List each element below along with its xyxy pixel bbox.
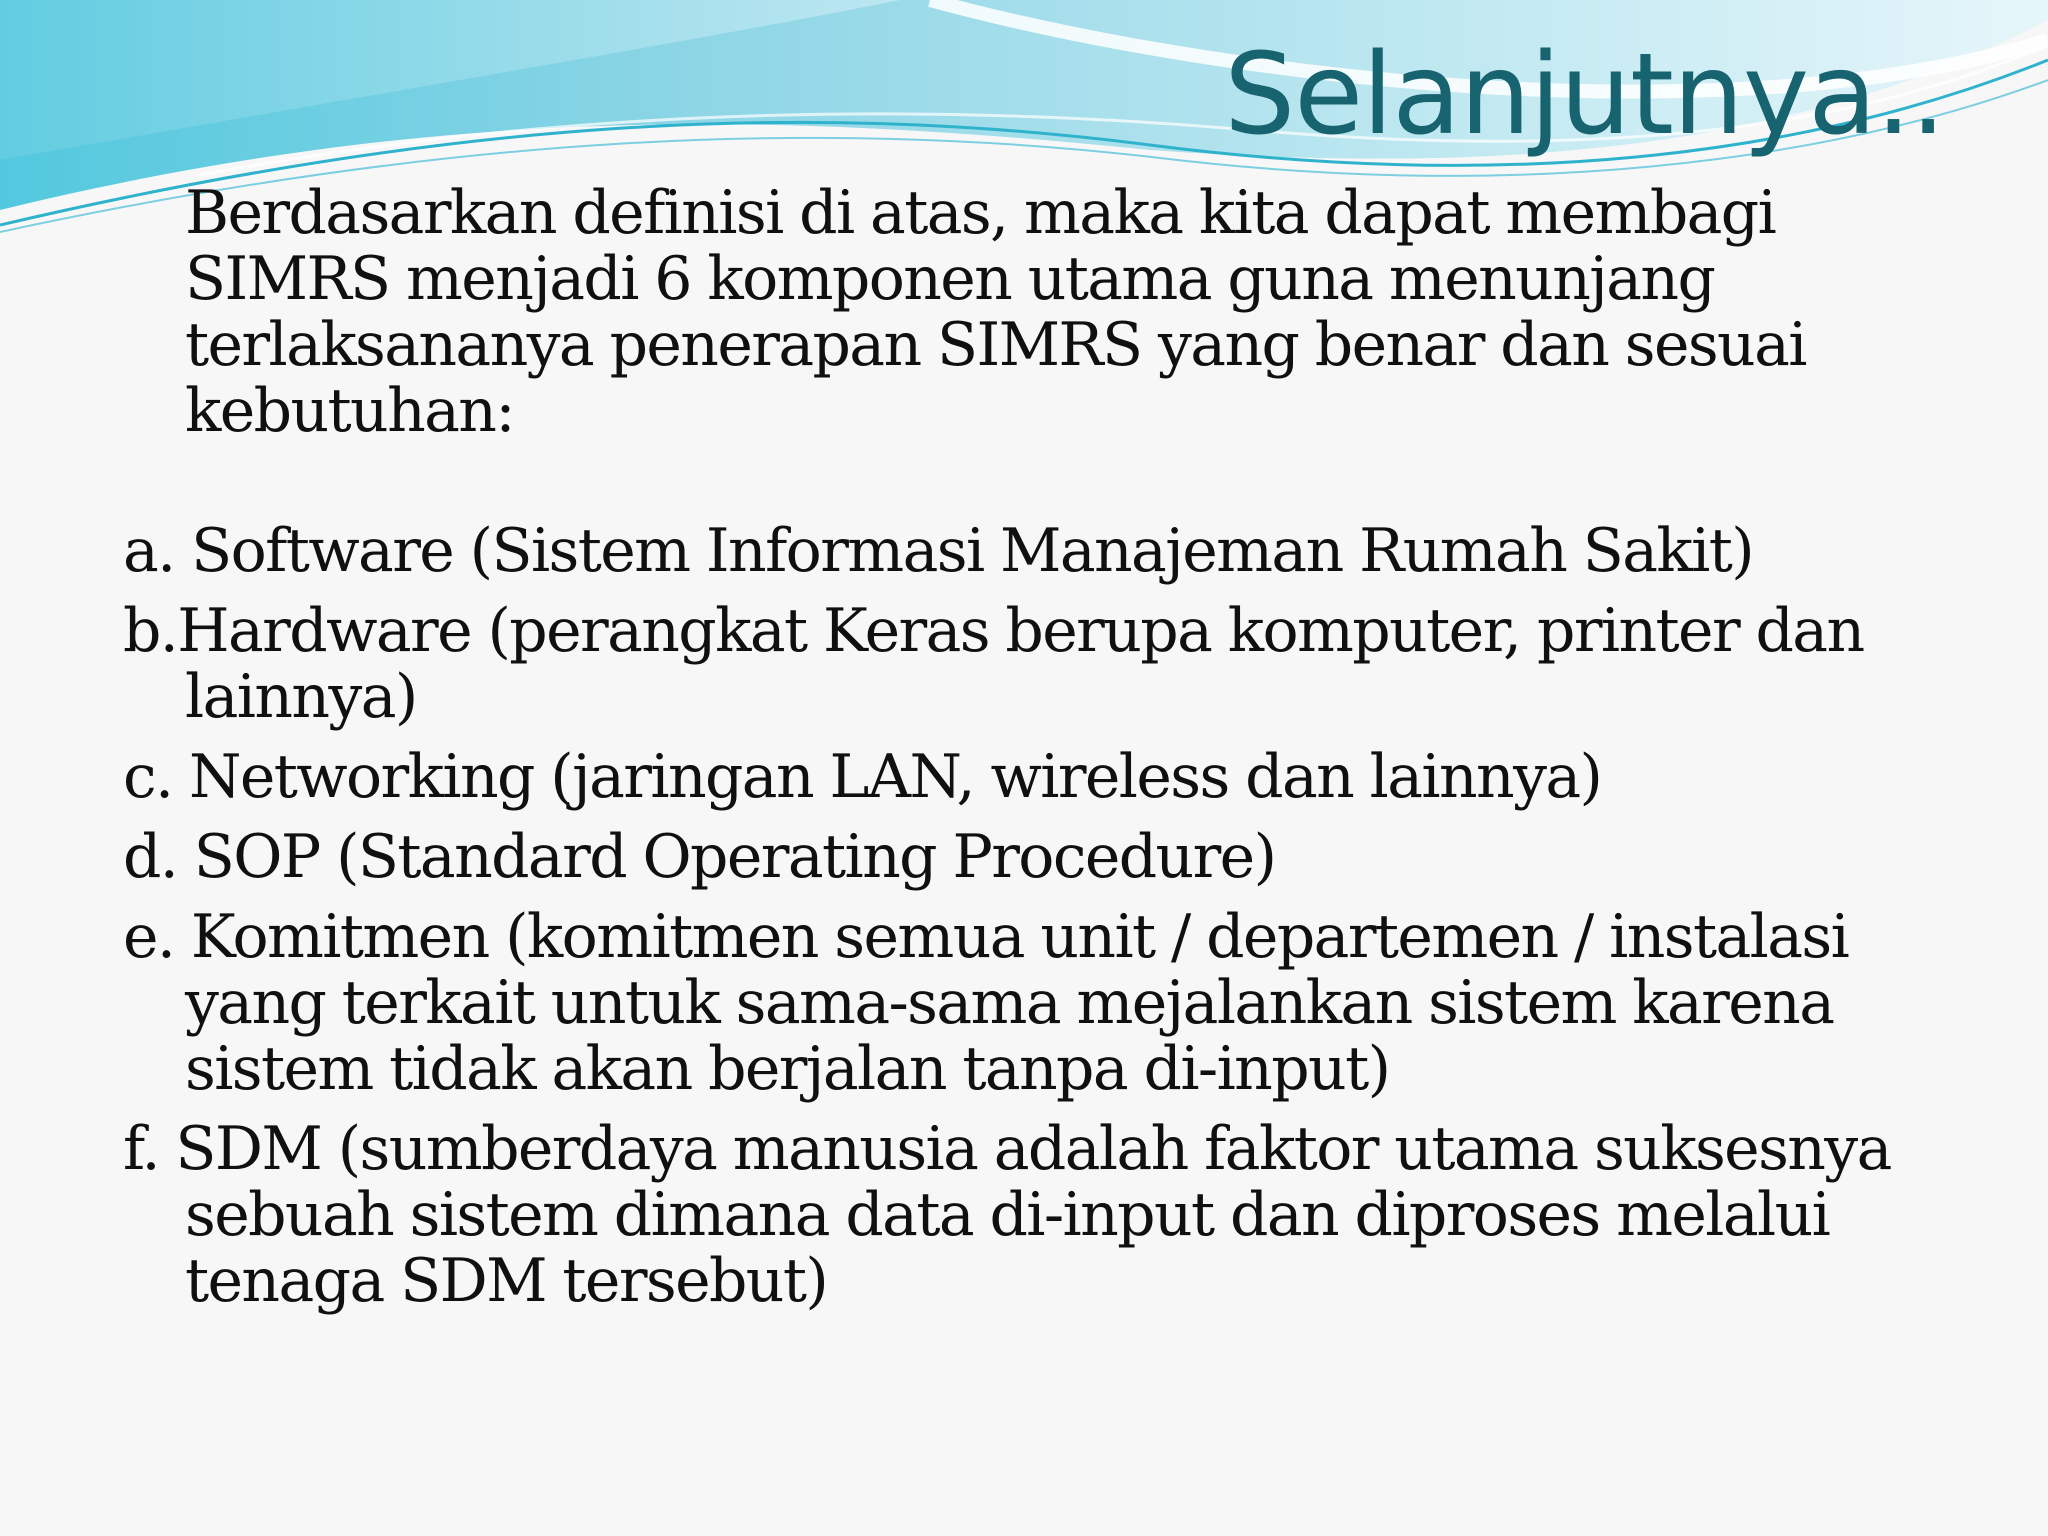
list-item-networking: c. Networking (jaringan LAN, wireless dan lainnya): [123, 742, 1602, 812]
component-list: [123, 518, 1923, 1314]
intro-paragraph: Berdasarkan definisi di atas, maka kita dapat membagi SIMRS menjadi 6 komponen utama guna menunjang terlaksananya penerapan SIMRS yang benar dan sesuai kebutuhan:: [185, 178, 1806, 446]
list-item-software: a. Software (Sistem Informasi Manajeman Rumah Sakit): [123, 516, 1754, 586]
list-item-hardware: b.Hardware (perangkat Keras berupa komputer, printer dan lainnya): [123, 596, 1864, 732]
slide-body: [123, 180, 1923, 1328]
slide-title: Selanjutnya..: [1224, 30, 1945, 160]
list-item-sdm: f. SDM (sumberdaya manusia adalah faktor utama suksesnya sebuah sistem dimana data di-input dan diproses melalui tenaga SDM tersebut): [123, 1114, 1891, 1316]
list-item-sop: d. SOP (Standard Operating Procedure): [123, 822, 1276, 892]
list-item-komitmen: e. Komitmen (komitmen semua unit / departemen / instalasi yang terkait untuk sama-sama mejalankan sistem karena sistem tidak akan berjalan tanpa di-input): [123, 902, 1849, 1104]
